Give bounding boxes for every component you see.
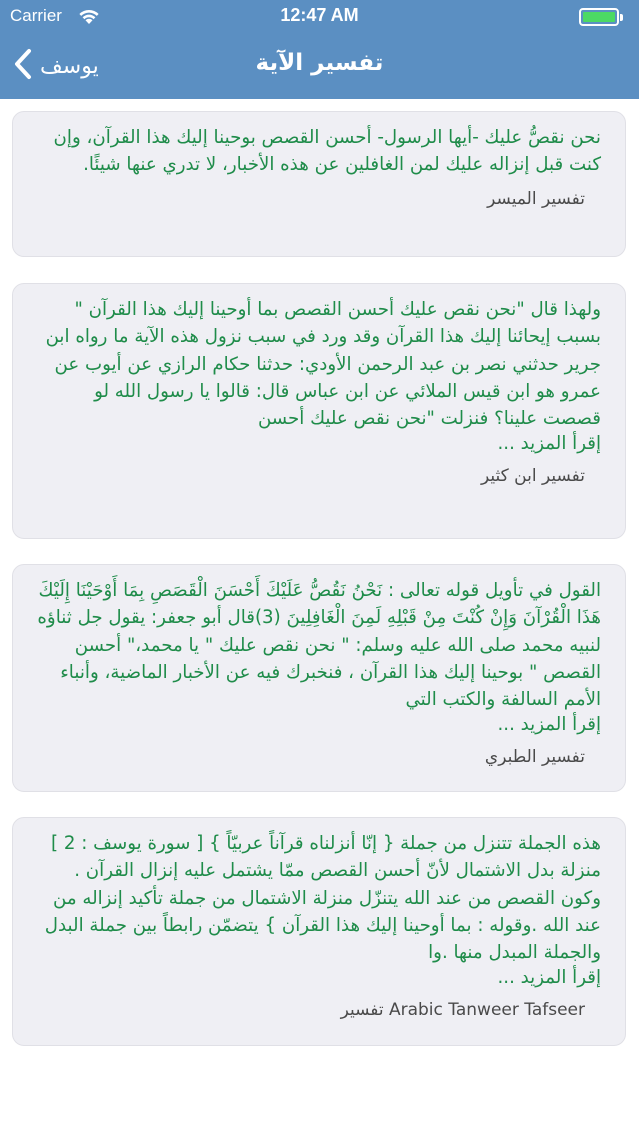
read-more-link[interactable]: إقرأ المزيد ... (497, 714, 601, 736)
tafsir-text: هذه الجملة تتنزل من جملة { إنّا أنزلناه قرآناً عربيّاً } [ سورة يوسف : 2 ] منزلة بدل الاشتمال لأنّ أحسن القصص ممّا يشتمل عليه إنزال القرآن . وكون القصص من عند الله يتنزّل منزلة الاشتمال من جملة تأكيد إنزاله من عند الله .وقوله : بما أوحينا إليك هذا القرآن } يتضمّن رابطاً بين جملة البدل والجملة المبدل منها .وا (44, 833, 601, 964)
tafsir-card-tabari[interactable] (12, 564, 626, 792)
battery-fill (583, 12, 615, 22)
tafsir-text: نحن نقصُّ عليك -أيها الرسول- أحسن القصص بوحينا إليك هذا القرآن، وإن كنت قبل إنزاله عليك لمن الغافلين عن هذه الأخبار، لا تدري عنها شيئًا. (53, 127, 601, 176)
tafsir-source: Arabic Tanweer Tafseer تفسير (340, 1000, 585, 1021)
tafsir-source: تفسير ابن كثير (481, 466, 585, 487)
tafsir-list[interactable] (0, 99, 639, 1136)
battery-icon (579, 8, 619, 26)
navigation-bar (0, 34, 639, 99)
tafsir-card-muyassar[interactable] (12, 111, 626, 257)
tafsir-card-tanweer[interactable] (12, 817, 626, 1046)
back-label: يوسف (40, 53, 99, 79)
tafsir-card-ibn-kathir[interactable] (12, 283, 626, 539)
read-more-link[interactable]: إقرأ المزيد ... (497, 967, 601, 989)
tafsir-source: تفسير الطبري (484, 747, 585, 768)
read-more-link[interactable]: إقرأ المزيد ... (497, 433, 601, 455)
page-title: تفسير الآية (255, 50, 384, 76)
tafsir-text: ولهذا قال "نحن نقص عليك أحسن القصص بما أوحينا إليك هذا القرآن " بسبب إيحائنا إليك هذا القرآن وقد ورد في سبب نزول هذه الآية ما رواه ابن جرير حدثني نصر بن عبد الرحمن الأودي: حدثنا حكام الرازي عن أيوب عن عمرو هو ابن قيس الملائي عن ابن عباس قال: قالوا يا رسول الله لو قصصت علينا؟ فنزلت "نحن نقص عليك أحسن (45, 299, 601, 430)
tafsir-text: القول في تأويل قوله تعالى : نَحْنُ نَقُصُّ عَلَيْكَ أَحْسَنَ الْقَصَصِ بِمَا أَوْحَيْنَا إِلَيْكَ هَذَا الْقُرْآنَ وَإِنْ كُنْتَ مِنْ قَبْلِهِ لَمِنَ الْغَافِلِينَ (3)قال أبو جعفر: يقول جل ثناؤه لنبيه محمد صلى الله عليه وسلم: " نحن نقص عليك " يا محمد،" أحسن القصص " بوحينا إليك هذا القرآن ، فنخبرك فيه عن الأخبار الماضية، وأنباء الأمم السالفة والكتب التي (37, 580, 601, 711)
carrier-label: Carrier (10, 6, 62, 25)
battery-tip (620, 14, 623, 21)
tafsir-source: تفسير الميسر (487, 188, 585, 209)
top-bar (0, 0, 639, 99)
status-time: 12:47 AM (280, 5, 359, 25)
status-bar (0, 0, 639, 34)
